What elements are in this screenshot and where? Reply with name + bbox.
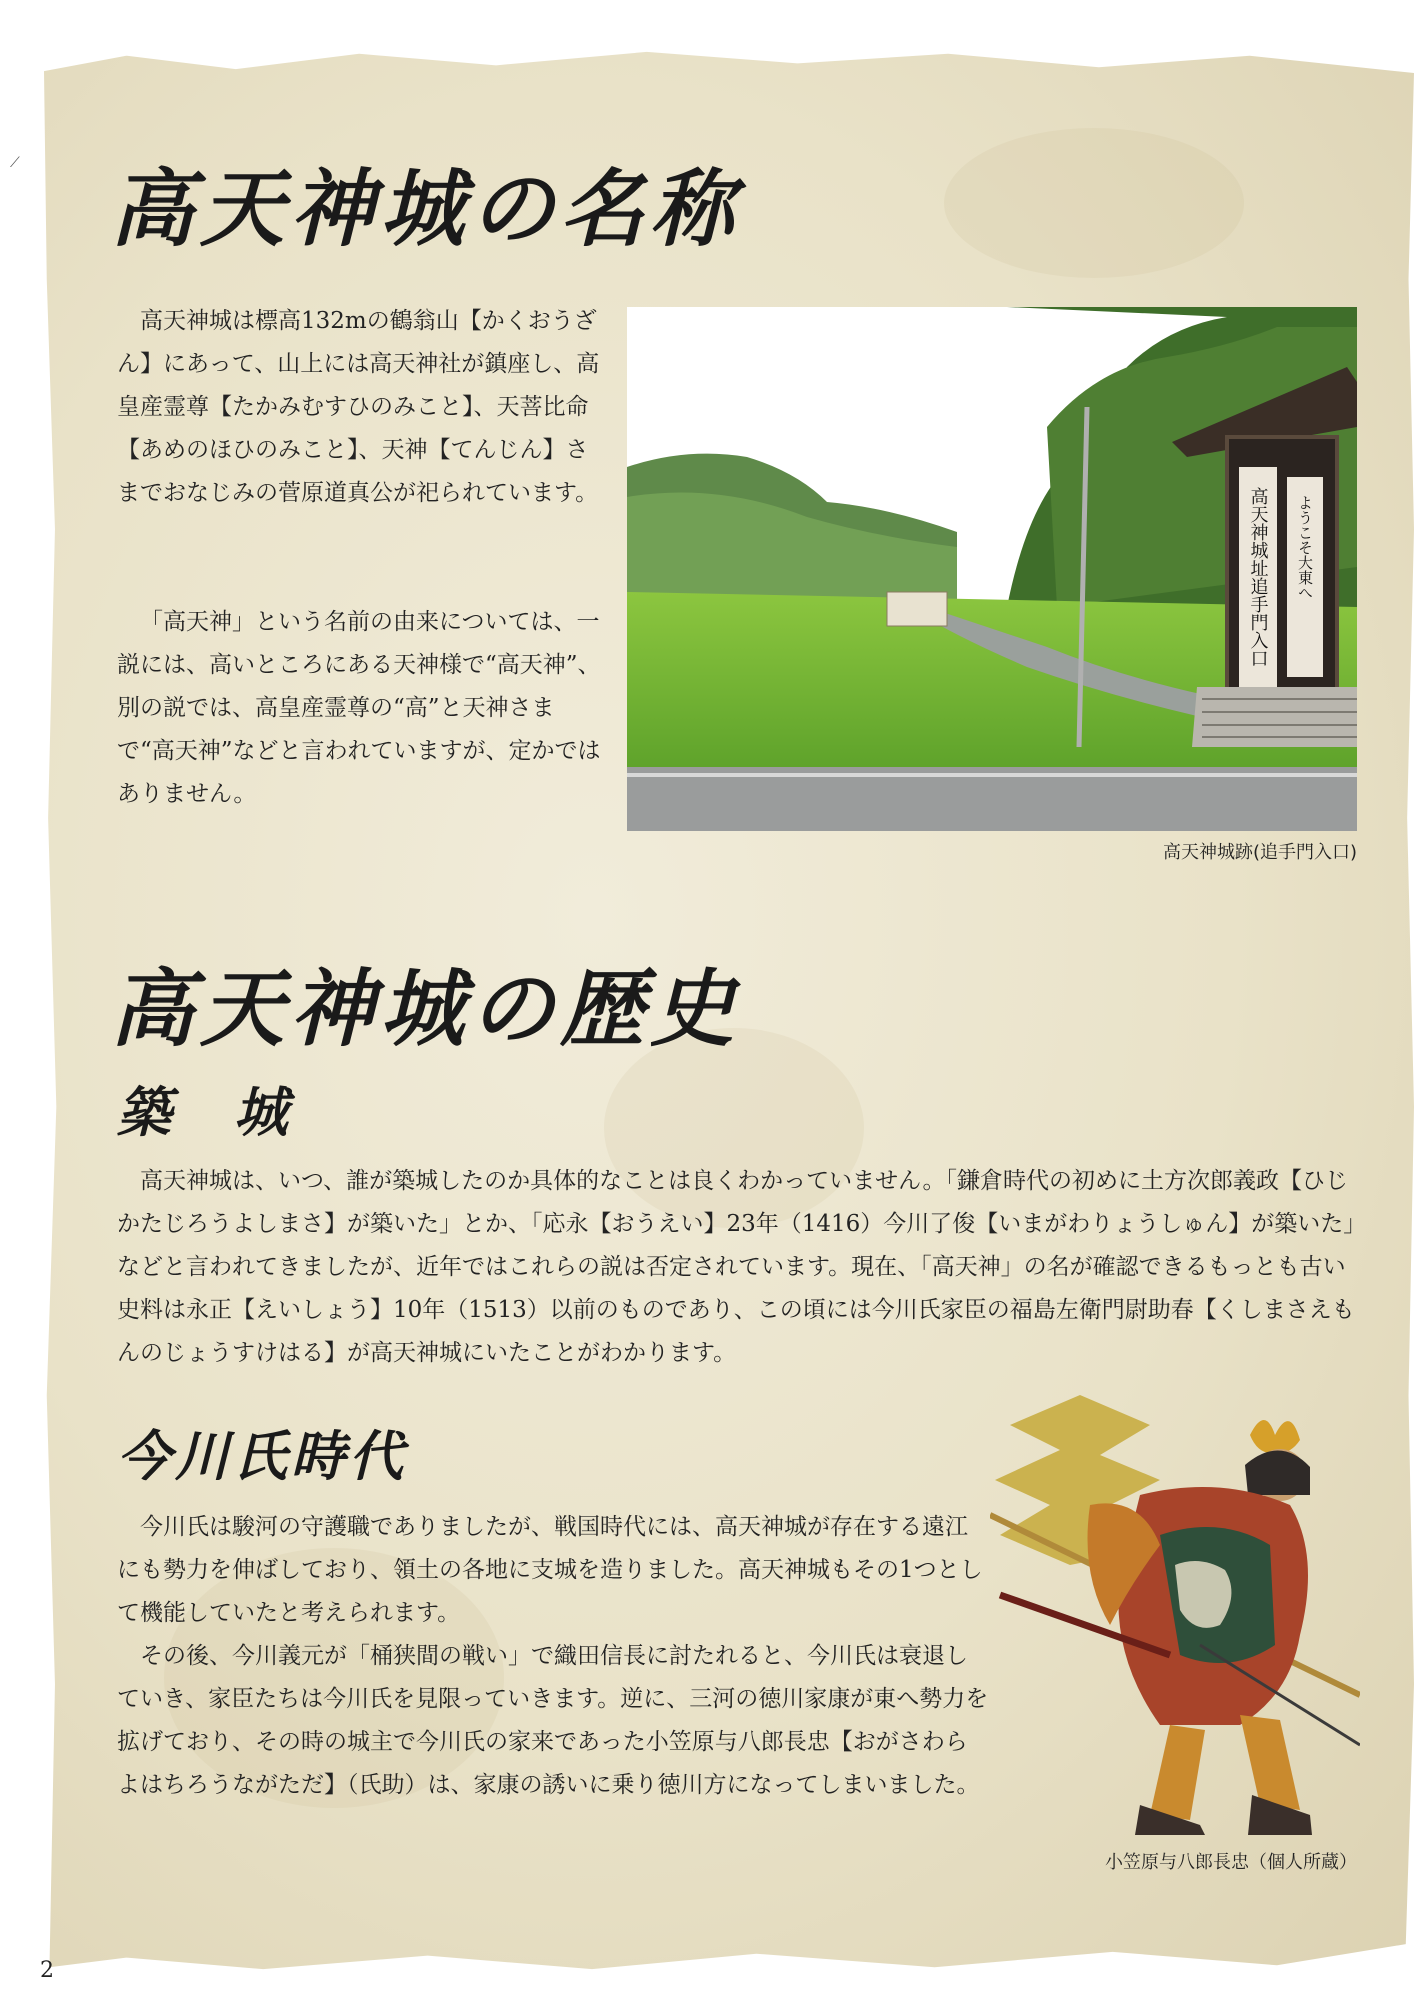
edge-mark: ⟋ (10, 155, 20, 171)
page-number: 2 (40, 1958, 54, 1983)
imagawa-paragraph-1: 今川氏は駿河の守護職でありましたが、戦国時代には、高天神城が存在する遠江にも勢力を伸ばしており、領土の各地に支城を造りました。高天神城もその1つとして機能していたと考えられます。 (117, 1514, 983, 1626)
castle-entrance-photo (627, 307, 1357, 831)
imagawa-paragraph-2: その後、今川義元が「桶狭間の戦い」で織田信長に討たれると、今川氏は衰退していき、家臣たちは今川氏を見限っていきます。逆に、三河の徳川家康が東へ勢力を拡げており、その時の城主で今川氏の家来であった小笠原与八郎長忠【おがさわらよはちろうながただ】（氏助）は、家康の誘いに乗り徳川方になってしまいました。 (117, 1643, 989, 1798)
name-paragraph-2: 「高天神」という名前の由来については、一説には、高いところにある天神様で“高天神”、別の説では、高皇産霊尊の“高”と天神さまで“高天神”などと言われていますが、定かではありません。 (117, 609, 601, 807)
heading-castle-history: 高天神城の歴史 (110, 959, 741, 1058)
paper-stain (944, 128, 1244, 278)
sign-main-text: 高天神城址追手門入口 (1247, 487, 1269, 667)
sign-small-text: ようこそ大東へ (1296, 495, 1314, 600)
heading-imagawa-era: 今川氏時代 (117, 1424, 407, 1488)
construction-paragraph: 高天神城は、いつ、誰が築城したのか具体的なことは良くわかっていません。「鎌倉時代の初めに土方次郎義政【ひじかたじろうよしまさ】が築いた」とか、「応永【おうえい】23年（1416）今川了俊【いまがわりょうしゅん】が築いた」などと言われてきましたが、近年ではこれらの説は否定されています。現在、「高天神」の名が確認できるもっとも古い史料は永正【えいしょう】10年（1513）以前のものであり、この頃には今川氏家臣の福島左衛門尉助春【くしまさえもんのじょうすけはる】が高天神城にいたことがわかります。 (117, 1168, 1355, 1366)
heading-castle-name: 高天神城の名称 (110, 159, 741, 258)
samurai-illustration (990, 1395, 1360, 1835)
photo-caption: 高天神城跡(追手門入口) (1162, 842, 1357, 863)
heading-construction: 築 城 (117, 1080, 310, 1144)
figure-caption: 小笠原与八郎長忠（個人所蔵） (1105, 1852, 1357, 1873)
photo-illustration (627, 307, 1357, 831)
name-paragraph-1: 高天神城は標高132mの鶴翁山【かくおうざん】にあって、山上には高天神社が鎮座し、高皇産霊尊【たかみむすひのみこと】、天菩比命【あめのほひのみこと】、天神【てんじん】さまでおなじみの菅原道真公が祀られています。 (117, 308, 600, 506)
samurai-artwork (990, 1395, 1360, 1835)
